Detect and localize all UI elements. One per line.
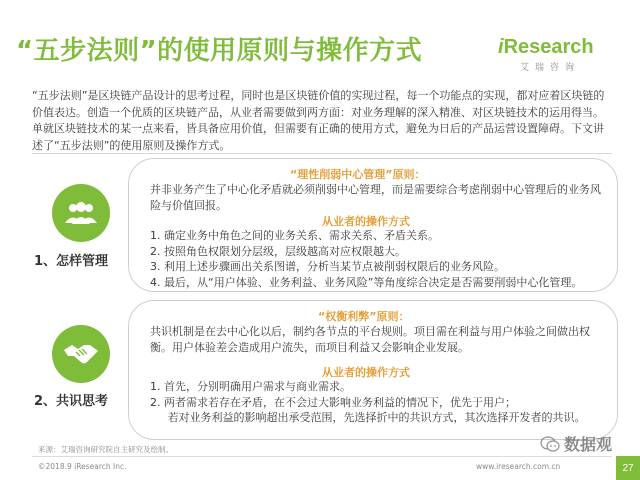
consensus-principle-text: 共识机制是在去中心化以后，制约各节点的平台规则。项目需在利益与用户体验之间做出权衡。用户体验差会造成用户流失，而项目利益又会影响企业发展。	[150, 325, 590, 354]
footer-divider	[32, 456, 612, 457]
management-principle-heading: “理性削弱中心管理”原则：	[290, 168, 426, 181]
copyright-text: ©2018.9 iResearch Inc.	[38, 462, 127, 471]
list-item: 1. 首先，分别明确用户需求与商业需求。	[150, 380, 351, 393]
watermark	[540, 432, 612, 455]
management-ops-heading: 从业者的操作方式	[322, 215, 410, 228]
iresearch-logo	[498, 36, 614, 78]
logo-wordmark: iResearch	[498, 36, 594, 58]
watermark-text: 数据观	[564, 435, 613, 454]
website-link[interactable]: www.iresearch.com.cn	[476, 462, 561, 471]
page-title: “五步法则”的使用原则与操作方式	[16, 36, 423, 66]
people-icon	[52, 184, 110, 242]
list-item: 4. 最后，从“用户体验、业务利益、业务风险”等角度综合决定是否需要削弱中心化管理。	[150, 275, 583, 289]
source-note: 来源：艾瑞咨询研究院自主研究及绘制。	[38, 445, 173, 454]
wechat-icon	[540, 436, 560, 452]
list-item: 2. 两者需求若存在矛盾，在不会过大影响业务利益的情况下，优先于用户；	[150, 395, 516, 409]
list-item: 若对业务利益的影响超出承受范围，先选择折中的共识方式，其次选择开发者的共识。	[150, 411, 586, 424]
list-item: 1. 确定业务中角色之间的业务关系、需求关系、矛盾关系。	[150, 229, 439, 242]
consensus-principle-heading: “权衡利弊”原则：	[318, 310, 410, 323]
list-item: 2. 按照角色权限划分层级，层级越高对应权限越大。	[150, 244, 406, 258]
divider	[32, 153, 612, 154]
consensus-ops-heading: 从业者的操作方式	[322, 366, 410, 379]
handshake-icon	[52, 325, 110, 383]
page-number: 27	[616, 456, 640, 480]
intro-paragraph: “五步法则”是区块链产品设计的思考过程，同时也是区块链价值的实现过程，每一个功能点的实现，都对应着区块链的价值表达。创造一个优质的区块链产品，从业者需要做到两方面：对业务理解的深入精准、对区块链技术的运用得当。单就区块链技术的某一点来看，皆具备应用价值，但需要有正确的使用方式，避免为日后的产品运营设置障碍。下文讲述了“五步法则”的使用原则及操作方式。	[32, 89, 605, 152]
section-label-management: 1、怎样管理	[34, 254, 109, 269]
list-item: 3. 利用上述步骤画出关系图谱，分析当某节点被削弱权限后的业务风险。	[150, 260, 505, 273]
management-principle-text: 并非业务产生了中心化矛盾就必须削弱中心管理，而是需要综合考虑削弱中心管理后的业务风险与价值回报。	[150, 183, 601, 212]
consensus-ops-list	[150, 379, 585, 426]
logo-subtitle: 艾瑞咨询	[520, 63, 581, 73]
section-label-consensus: 2、共识思考	[34, 394, 109, 409]
management-ops-list	[150, 228, 582, 290]
